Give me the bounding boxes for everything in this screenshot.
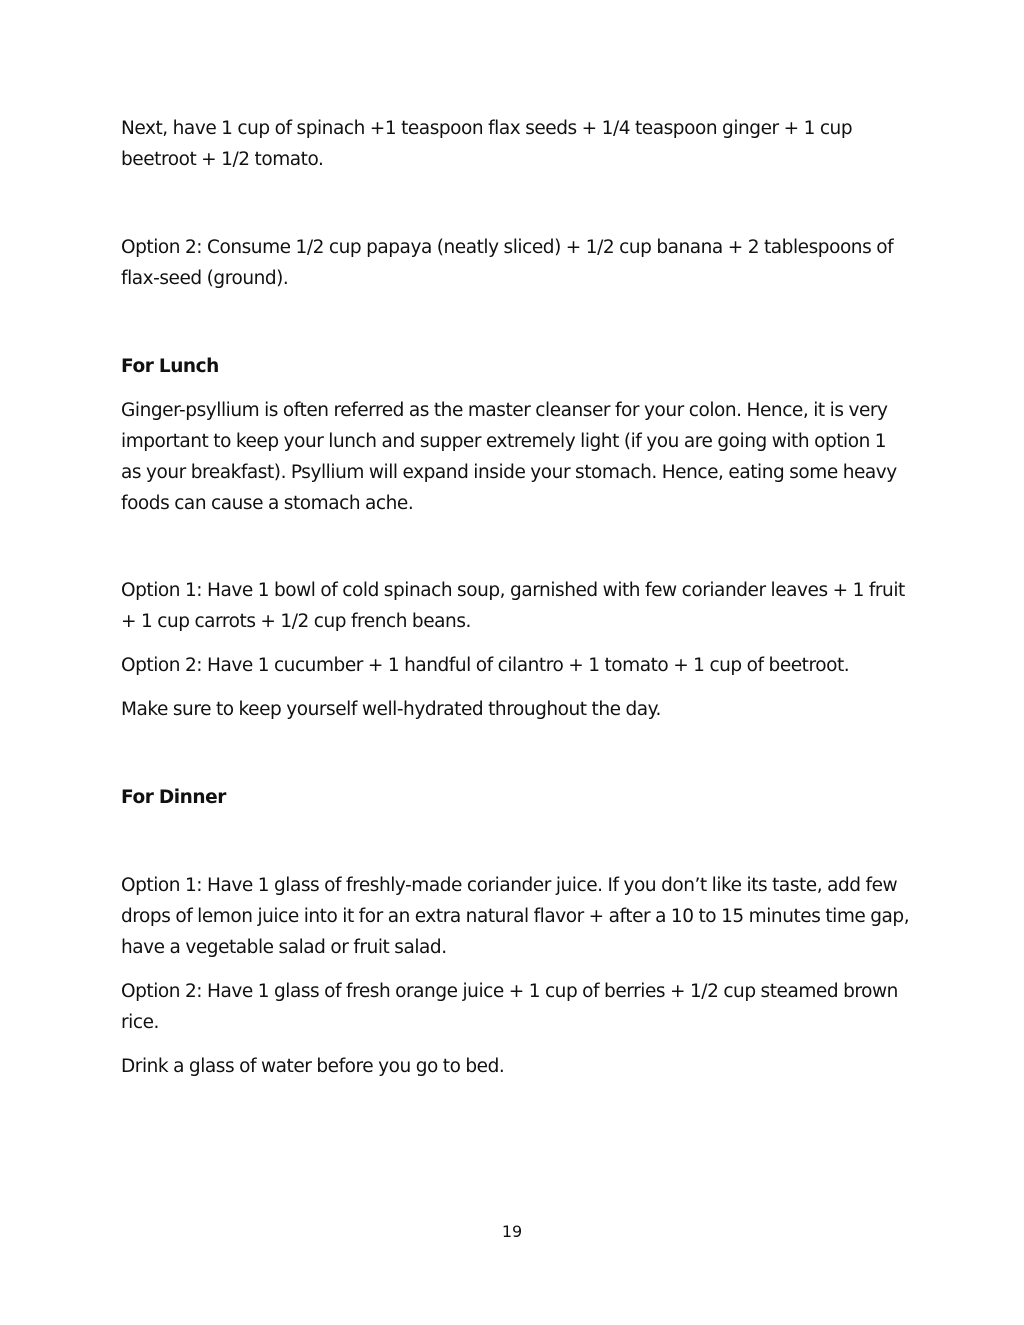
paragraph-breakfast-option-2: Option 2: Consume 1/2 cup papaya (neatly sliced) + 1/2 cup banana + 2 tablespoons of flax-seed (ground). xyxy=(121,237,894,289)
paragraph-dinner-option-1: Option 1: Have 1 glass of freshly-made coriander juice. If you don’t like its taste, add few drops of lemon juice into it for an extra natural flavor + after a 10 to 15 minutes time gap, have a vegetable salad or fruit salad. xyxy=(121,875,910,958)
paragraph-lunch-intro: Ginger-psyllium is often referred as the master cleanser for your colon. Hence, it is very important to keep your lunch and supper extremely light (if you are going with option 1 as your breakfast). Psyllium will expand inside your stomach. Hence, eating some heavy foods can cause a stomach ache. xyxy=(121,400,897,514)
paragraph-breakfast-option-1-continued: Next, have 1 cup of spinach +1 teaspoon flax seeds + 1/4 teaspoon ginger + 1 cup beetroot + 1/2 tomato. xyxy=(121,118,853,170)
heading-for-dinner: For Dinner xyxy=(121,787,226,808)
paragraph-hydration-note: Make sure to keep yourself well-hydrated throughout the day. xyxy=(121,699,661,720)
page-number: 19 xyxy=(501,1222,523,1241)
paragraph-dinner-option-2: Option 2: Have 1 glass of fresh orange juice + 1 cup of berries + 1/2 cup steamed brown rice. xyxy=(121,981,898,1033)
paragraph-bedtime-note: Drink a glass of water before you go to bed. xyxy=(121,1056,505,1077)
paragraph-lunch-option-1: Option 1: Have 1 bowl of cold spinach soup, garnished with few coriander leaves + 1 fruit + 1 cup carrots + 1/2 cup french beans. xyxy=(121,580,905,632)
heading-for-lunch: For Lunch xyxy=(121,356,219,377)
paragraph-lunch-option-2: Option 2: Have 1 cucumber + 1 handful of cilantro + 1 tomato + 1 cup of beetroot. xyxy=(121,655,850,676)
